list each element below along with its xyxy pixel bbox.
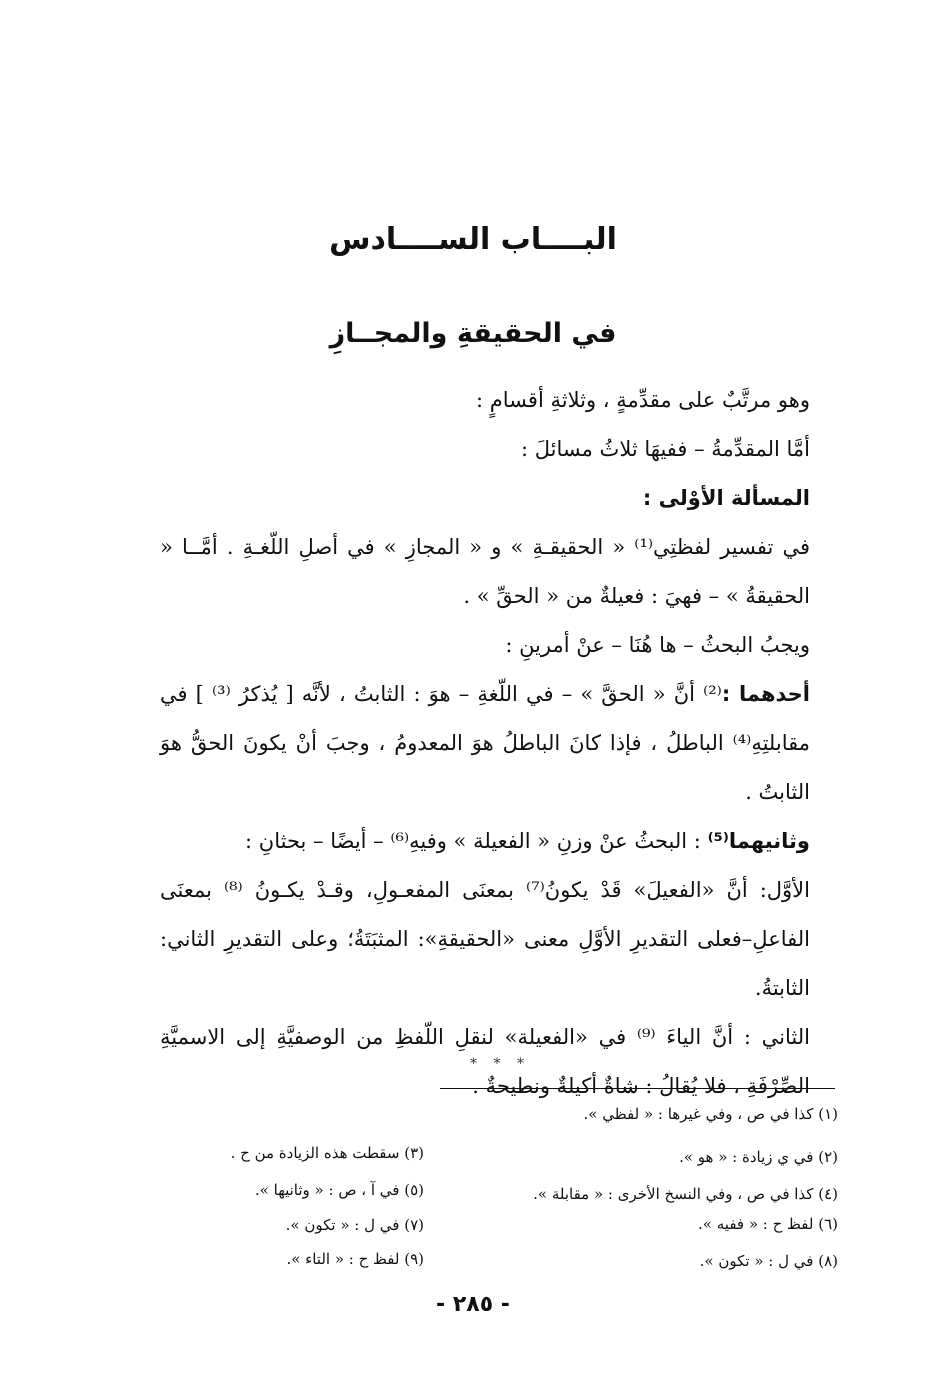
chapter-title: البــــاب الســــادس	[329, 222, 617, 257]
footnote-5: (٥) في آ ، ص : « وثانيها ».	[254, 1181, 424, 1199]
second-text: : البحثُ عنْ وزنِ « الفعيلة » وفيهِ⁽⁶⁾ – أيضًا – بحثانِ :	[245, 829, 701, 853]
paragraph-definition: في تفسير لفظتِي⁽¹⁾ « الحقيقـةِ » و « المجازِ » في أصلِ اللّغـةِ . أمَّــا « الحقيقةُ » – فهيَ : فعيلةٌ من « الحقِّ » .	[160, 535, 810, 608]
paragraph-first	[160, 670, 810, 817]
separator-stars: * * *	[470, 1056, 530, 1072]
footnote-9: (٩) لفظ ح : « التاء ».	[286, 1250, 424, 1268]
footnote-1: (١) كذا في ص ، وفي غيرها : « لفظي ».	[583, 1105, 838, 1123]
footnote-3: (٣) سقطت هذه الزيادة من ح .	[230, 1144, 424, 1162]
page-number: - ٢٨٥ -	[436, 1292, 510, 1317]
footnote-rule	[440, 1088, 835, 1089]
footnote-8: (٨) في ل : « تكون ».	[699, 1252, 838, 1270]
paragraph-intro: وهو مرتَّبٌ على مقدِّمةٍ ، وثلاثةِ أقسامٍ :	[476, 388, 810, 412]
body-text	[160, 376, 810, 1111]
paragraph-introduction: أمَّا المقدِّمةُ – ففيهَا ثلاثُ مسائلَ :	[521, 437, 810, 461]
issue-heading: المسألة الأوْلى :	[642, 486, 810, 510]
first-label: أحدهما :	[721, 682, 810, 706]
paragraph-second-inquiry: الثاني : أنَّ الياءَ ⁽⁹⁾ في «الفعيلة» لنقلِ اللّفظِ من الوصفيَّةِ إلى الاسميَّةِ الصِّرْفَةِ ، فلا يُقالُ : شاةٌ أكيلةٌ ونطيحةٌ .	[160, 1025, 810, 1098]
footnote-6: (٦) لفظ ح : « ففيه ».	[698, 1215, 838, 1233]
footnote-7: (٧) في ل : « تكون ».	[285, 1216, 424, 1234]
section-title: في الحقيقةِ والمجــازِ	[329, 318, 617, 349]
paragraph-second	[160, 817, 810, 866]
first-text: ⁽²⁾ أنَّ « الحقَّ » – في اللّغةِ – هوَ : الثابتُ ، لأنَّه [ يُذكرُ ⁽³⁾ ] في مقابلتِهِ⁽⁴⁾ الباطلُ ، فإذا كانَ الباطلُ هوَ المعدومُ ، وجبَ أنْ يكونَ الحقُّ هوَ الثابتُ .	[160, 682, 810, 804]
footnote-4: (٤) كذا في ص ، وفي النسخ الأخرى : « مقابلة ».	[533, 1185, 838, 1203]
footnote-2: (٢) في ي زيادة : « هو ».	[679, 1148, 838, 1166]
paragraph-first-inquiry: الأوَّل: أنَّ «الفعيلَ» قَدْ يكونُ⁽⁷⁾ بمعنَى المفعـولِ، وقـدْ يكـونُ ⁽⁸⁾ بمعنَى الفاعلِ–فعلى التقديرِ الأوَّلِ معنى «الحقيقةِ»: المثبَتَةُ؛ وعلى التقديرِ الثاني: الثابتةُ.	[160, 878, 810, 1000]
second-label: وثانيهما⁽⁵⁾	[707, 829, 810, 853]
paragraph-two-matters: ويجبُ البحثُ – ها هُنَا – عنْ أمرينِ :	[505, 633, 810, 657]
